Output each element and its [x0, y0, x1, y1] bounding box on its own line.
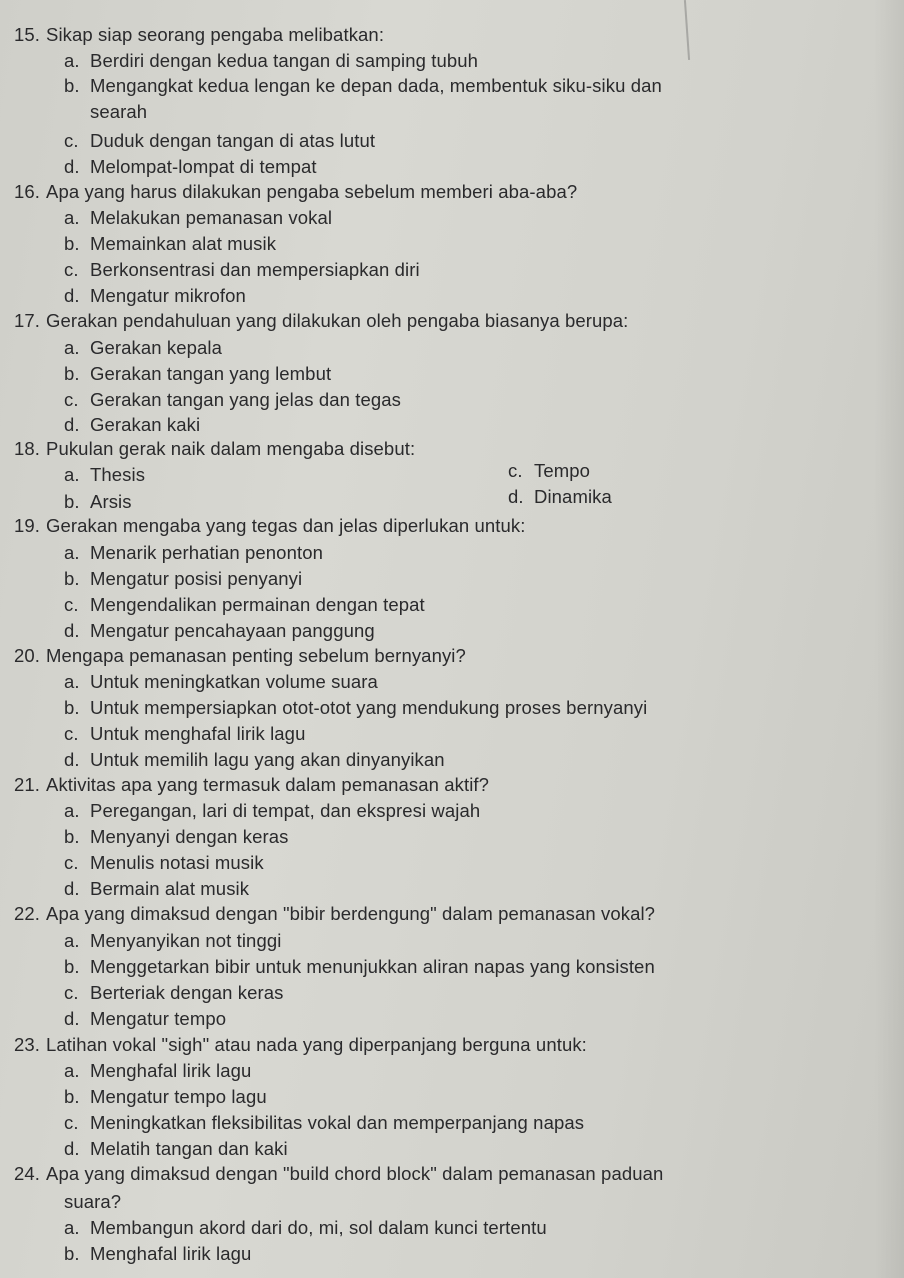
option-letter: c. — [64, 389, 79, 410]
option-16a — [64, 207, 332, 229]
option-20b — [64, 697, 647, 719]
question-text: Latihan vokal "sigh" atau nada yang diperpanjang berguna untuk: — [46, 1034, 587, 1055]
question-number: 15. — [14, 24, 41, 45]
option-15c — [64, 130, 375, 152]
option-20a — [64, 671, 378, 693]
option-text: Dinamika — [534, 486, 612, 507]
option-letter: c. — [508, 460, 523, 481]
option-16d — [64, 285, 246, 307]
question-24 — [14, 1163, 663, 1185]
option-letter: d. — [64, 749, 80, 770]
option-letter: a. — [64, 671, 80, 692]
option-19c — [64, 594, 425, 616]
option-21a — [64, 800, 480, 822]
option-text: Gerakan tangan yang lembut — [90, 363, 332, 384]
question-18 — [14, 438, 415, 460]
option-letter: c. — [64, 594, 79, 615]
question-text: Sikap siap seorang pengaba melibatkan: — [46, 24, 385, 45]
question-text: Apa yang dimaksud dengan "build chord block" dalam pemanasan paduan — [46, 1163, 664, 1184]
question-number: 20. — [14, 645, 41, 666]
option-letter: a. — [64, 207, 80, 228]
option-text: Menulis notasi musik — [90, 852, 264, 873]
option-letter: b. — [64, 1243, 80, 1264]
option-18b — [64, 491, 132, 513]
question-23 — [14, 1034, 587, 1056]
question-19 — [14, 515, 526, 537]
option-letter: b. — [64, 363, 80, 384]
option-22b — [64, 956, 655, 978]
option-letter: d. — [64, 414, 80, 435]
question-text: Gerakan mengaba yang tegas dan jelas diperlukan untuk: — [46, 515, 526, 536]
option-18d — [508, 486, 612, 508]
option-text: Mengendalikan permainan dengan tepat — [90, 594, 425, 615]
option-text: Berkonsentrasi dan mempersiapkan diri — [90, 259, 420, 280]
option-letter: d. — [64, 620, 80, 641]
option-letter: a. — [64, 50, 80, 71]
question-text: Mengapa pemanasan penting sebelum bernyanyi? — [46, 645, 466, 666]
option-17a — [64, 337, 222, 359]
option-letter: c. — [64, 982, 79, 1003]
question-number: 17. — [14, 310, 41, 331]
option-letter: d. — [64, 1138, 80, 1159]
question-text: Pukulan gerak naik dalam mengaba disebut: — [46, 438, 416, 459]
option-text: Meningkatkan fleksibilitas vokal dan memperpanjang napas — [90, 1112, 585, 1133]
option-17d — [64, 414, 200, 436]
option-text: Gerakan kaki — [90, 414, 201, 435]
question-number: 23. — [14, 1034, 41, 1055]
option-23b — [64, 1086, 267, 1108]
option-text: Duduk dengan tangan di atas lutut — [90, 130, 376, 151]
option-text: Berteriak dengan keras — [90, 982, 284, 1003]
option-letter: c. — [64, 259, 79, 280]
option-23a — [64, 1060, 251, 1082]
option-22a — [64, 930, 281, 952]
option-21b — [64, 826, 289, 848]
option-text: Menyanyi dengan keras — [90, 826, 289, 847]
option-letter: b. — [64, 568, 80, 589]
option-letter: a. — [64, 930, 80, 951]
option-text: Mengatur pencahayaan panggung — [90, 620, 375, 641]
option-text: Mengatur posisi penyanyi — [90, 568, 303, 589]
page-edge-shadow — [874, 0, 904, 1278]
option-17b — [64, 363, 331, 385]
option-text: Menghafal lirik lagu — [90, 1060, 252, 1081]
question-number: 24. — [14, 1163, 41, 1184]
option-letter: c. — [64, 1112, 79, 1133]
option-text: Untuk mempersiapkan otot-otot yang mendukung proses bernyanyi — [90, 697, 648, 718]
question-number: 19. — [14, 515, 41, 536]
question-15 — [14, 24, 384, 46]
option-17c — [64, 389, 401, 411]
option-18c — [508, 460, 590, 482]
option-text: Mengangkat kedua lengan ke depan dada, membentuk siku-siku dan — [90, 75, 662, 96]
option-text: Melakukan pemanasan vokal — [90, 207, 333, 228]
option-text: Bermain alat musik — [90, 878, 250, 899]
question-17 — [14, 310, 628, 332]
option-15b-continued — [90, 101, 147, 123]
option-text: searah — [90, 101, 148, 122]
option-16b — [64, 233, 276, 255]
question-text: suara? — [64, 1191, 122, 1212]
option-text: Melompat-lompat di tempat — [90, 156, 317, 177]
question-number: 21. — [14, 774, 41, 795]
question-number: 18. — [14, 438, 41, 459]
question-number: 22. — [14, 903, 41, 924]
option-letter: b. — [64, 1086, 80, 1107]
question-text: Apa yang harus dilakukan pengaba sebelum memberi aba-aba? — [46, 181, 578, 202]
option-text: Tempo — [534, 460, 591, 481]
option-text: Peregangan, lari di tempat, dan ekspresi wajah — [90, 800, 481, 821]
option-letter: b. — [64, 826, 80, 847]
option-text: Berdiri dengan kedua tangan di samping tubuh — [90, 50, 479, 71]
question-16 — [14, 181, 577, 203]
option-24b — [64, 1243, 251, 1265]
option-letter: d. — [508, 486, 524, 507]
question-number: 16. — [14, 181, 41, 202]
option-letter: b. — [64, 956, 80, 977]
option-21c — [64, 852, 264, 874]
option-text: Mengatur mikrofon — [90, 285, 246, 306]
option-letter: a. — [64, 337, 80, 358]
option-19d — [64, 620, 375, 642]
option-text: Gerakan kepala — [90, 337, 223, 358]
option-15a — [64, 50, 478, 72]
option-text: Thesis — [90, 464, 146, 485]
option-21d — [64, 878, 249, 900]
option-text: Arsis — [90, 491, 132, 512]
question-21 — [14, 774, 489, 796]
option-letter: d. — [64, 285, 80, 306]
option-letter: d. — [64, 1008, 80, 1029]
option-letter: b. — [64, 491, 80, 512]
question-20 — [14, 645, 466, 667]
option-20c — [64, 723, 305, 745]
option-19a — [64, 542, 323, 564]
option-text: Menghafal lirik lagu — [90, 1243, 252, 1264]
option-letter: a. — [64, 464, 80, 485]
question-24-continued — [64, 1191, 121, 1213]
option-text: Gerakan tangan yang jelas dan tegas — [90, 389, 402, 410]
option-19b — [64, 568, 302, 590]
option-text: Untuk meningkatkan volume suara — [90, 671, 378, 692]
option-20d — [64, 749, 445, 771]
option-15d — [64, 156, 317, 178]
option-letter: a. — [64, 1217, 80, 1238]
pen-mark — [684, 0, 690, 60]
option-text: Mengatur tempo lagu — [90, 1086, 267, 1107]
option-16c — [64, 259, 420, 281]
option-letter: c. — [64, 130, 79, 151]
option-letter: a. — [64, 542, 80, 563]
option-15b — [64, 75, 662, 97]
option-23d — [64, 1138, 288, 1160]
question-text: Apa yang dimaksud dengan "bibir berdengung" dalam pemanasan vokal? — [46, 903, 656, 924]
option-letter: b. — [64, 233, 80, 254]
option-letter: b. — [64, 697, 80, 718]
option-text: Menarik perhatian penonton — [90, 542, 323, 563]
option-letter: d. — [64, 878, 80, 899]
option-text: Menggetarkan bibir untuk menunjukkan aliran napas yang konsisten — [90, 956, 655, 977]
option-22d — [64, 1008, 226, 1030]
option-24a — [64, 1217, 547, 1239]
question-22 — [14, 903, 655, 925]
option-text: Untuk menghafal lirik lagu — [90, 723, 306, 744]
option-text: Melatih tangan dan kaki — [90, 1138, 288, 1159]
option-letter: a. — [64, 1060, 80, 1081]
option-letter: c. — [64, 852, 79, 873]
question-text: Gerakan pendahuluan yang dilakukan oleh pengaba biasanya berupa: — [46, 310, 629, 331]
option-letter: c. — [64, 723, 79, 744]
option-letter: d. — [64, 156, 80, 177]
option-text: Membangun akord dari do, mi, sol dalam kunci tertentu — [90, 1217, 547, 1238]
option-text: Mengatur tempo — [90, 1008, 227, 1029]
option-letter: a. — [64, 800, 80, 821]
option-18a — [64, 464, 145, 486]
option-letter: b. — [64, 75, 80, 96]
option-text: Memainkan alat musik — [90, 233, 277, 254]
option-text: Menyanyikan not tinggi — [90, 930, 282, 951]
option-22c — [64, 982, 283, 1004]
option-23c — [64, 1112, 584, 1134]
option-text: Untuk memilih lagu yang akan dinyanyikan — [90, 749, 445, 770]
question-text: Aktivitas apa yang termasuk dalam pemanasan aktif? — [46, 774, 490, 795]
